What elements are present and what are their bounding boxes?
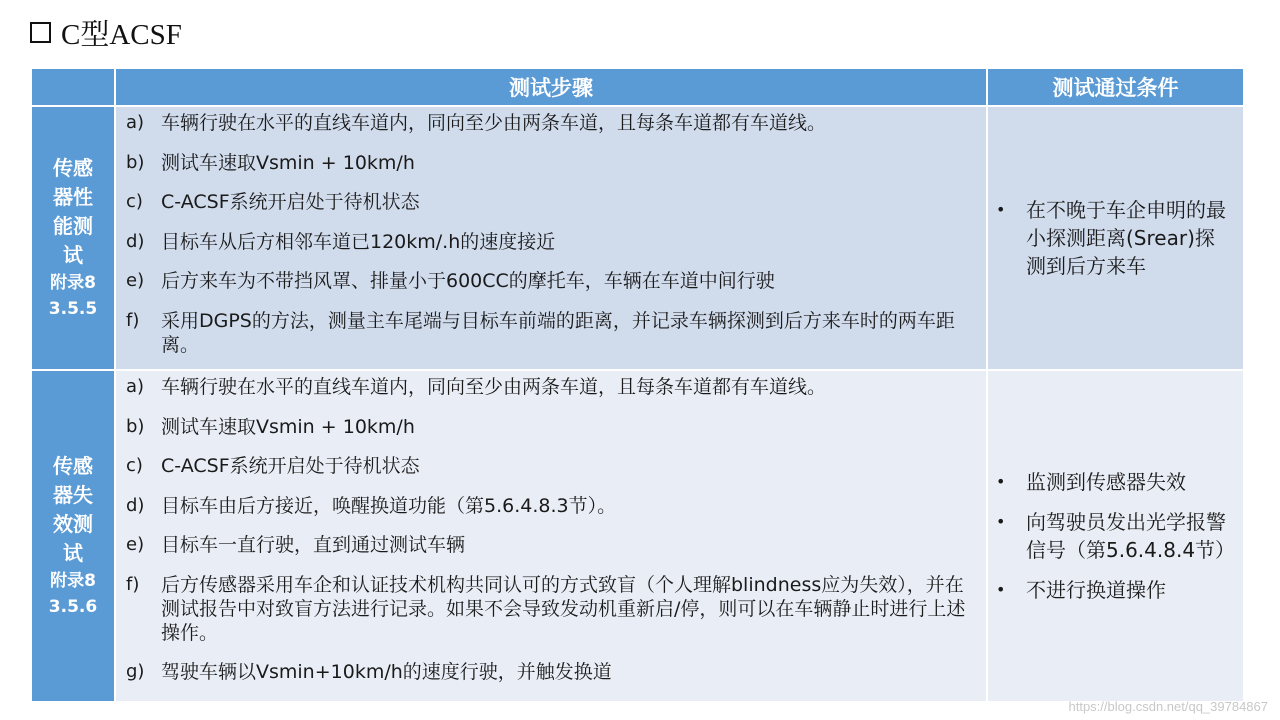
step-letter: c): [126, 455, 143, 476]
list-item: [126, 309, 978, 357]
row-label-appendix: 附录8: [50, 571, 96, 591]
row-label-section: 3.5.5: [48, 299, 98, 319]
list-item: [126, 151, 978, 175]
step-text: 测试车速取Vsmin + 10km/h: [161, 151, 415, 174]
list-item: [996, 508, 1236, 564]
step-letter: b): [126, 151, 145, 173]
list-item: [126, 415, 978, 439]
list-item: [126, 454, 978, 478]
condition-text: 向驾驶员发出光学报警信号（第5.6.4.8.4节）: [1026, 510, 1236, 562]
steps-cell: [115, 106, 987, 370]
row-label-sensor-performance: [31, 106, 115, 370]
step-text: 驾驶车辆以Vsmin+10km/h的速度行驶，并触发换道: [161, 661, 612, 683]
step-letter: e): [126, 270, 145, 291]
row-label-line: 传感: [53, 454, 93, 478]
row-label-line: 器失: [53, 483, 93, 507]
bullet-icon: •: [996, 200, 1006, 219]
row-label-line: 试: [63, 541, 83, 565]
list-item: [126, 269, 978, 293]
list-item: [996, 196, 1229, 280]
step-letter: a): [126, 376, 145, 397]
row-label-sensor-failure: [31, 370, 115, 702]
page-title: [30, 12, 182, 52]
list-item: [126, 190, 978, 214]
condition-text: 不进行换道操作: [1026, 578, 1166, 602]
condition-text: 监测到传感器失效: [1026, 470, 1186, 494]
bullet-icon: •: [996, 580, 1006, 599]
steps-cell: [115, 370, 987, 702]
step-text: C-ACSF系统开启处于待机状态: [161, 191, 420, 213]
list-item: [126, 230, 978, 254]
row-label-line: 能测: [53, 214, 93, 238]
step-text: 目标车从后方相邻车道已120km/.h的速度接近: [161, 230, 556, 253]
list-item: [126, 660, 978, 684]
list-item: [126, 375, 978, 399]
bullet-icon: •: [996, 472, 1006, 491]
step-text: 后方来车为不带挡风罩、排量小于600CC的摩托车，车辆在车道中间行驶: [161, 270, 775, 292]
table-row: [31, 370, 1244, 702]
row-label-line: 效测: [53, 512, 93, 536]
list-item: [126, 533, 978, 557]
step-text: 车辆行驶在水平的直线车道内，同向至少由两条车道，且每条车道都有车道线。: [161, 112, 827, 134]
condition-text: 在不晚于车企申明的最小探测距离(Srear)探测到后方来车: [1026, 198, 1226, 278]
step-text: C-ACSF系统开启处于待机状态: [161, 455, 420, 477]
step-text: 测试车速取Vsmin + 10km/h: [161, 415, 415, 438]
row-label-section: 3.5.6: [48, 597, 98, 617]
header-conditions: 测试通过条件: [987, 68, 1244, 106]
list-item: [126, 494, 978, 518]
row-label-line: 试: [63, 243, 83, 267]
row-label-line: 器性: [53, 185, 93, 209]
table-header-row: [31, 68, 1244, 106]
row-label-appendix: 附录8: [50, 273, 96, 293]
list-item: [126, 573, 978, 645]
list-item: [996, 468, 1229, 496]
step-letter: c): [126, 191, 143, 212]
step-text: 采用DGPS的方法，测量主车尾端与目标车前端的距离，并记录车辆探测到后方来车时的两车距离。: [161, 309, 955, 356]
step-letter: a): [126, 112, 145, 133]
bullet-icon: •: [996, 512, 1006, 531]
step-text: 车辆行驶在水平的直线车道内，同向至少由两条车道，且每条车道都有车道线。: [161, 376, 827, 398]
test-table: [30, 67, 1245, 703]
step-text: 目标车由后方接近，唤醒换道功能（第5.6.4.8.3节）。: [161, 494, 617, 517]
watermark: https://blog.csdn.net/qq_39784867: [1068, 699, 1268, 714]
list-item: [996, 576, 1229, 604]
step-letter: e): [126, 534, 145, 555]
page-title-text: C型ACSF: [61, 18, 182, 51]
table-row: [31, 106, 1244, 370]
step-letter: f): [126, 309, 140, 331]
header-corner-cell: [31, 68, 115, 106]
step-letter: g): [126, 661, 145, 682]
list-item: [126, 111, 978, 135]
step-letter: d): [126, 230, 145, 252]
step-letter: b): [126, 415, 145, 437]
conditions-cell: [987, 106, 1244, 370]
checkbox-square-icon: [30, 22, 51, 43]
conditions-cell: [987, 370, 1244, 702]
row-label-line: 传感: [53, 156, 93, 180]
step-text: 目标车一直行驶，直到通过测试车辆: [161, 534, 466, 556]
step-text: 后方传感器采用车企和认证技术机构共同认可的方式致盲（个人理解blindness应为失效），并在测试报告中对致盲方法进行记录。如果不会导致发动机重新启/停，则可以在车辆静止时进行上述操作。: [161, 573, 966, 644]
step-letter: d): [126, 494, 145, 516]
step-letter: f): [126, 573, 140, 595]
header-steps: 测试步骤: [115, 68, 987, 106]
